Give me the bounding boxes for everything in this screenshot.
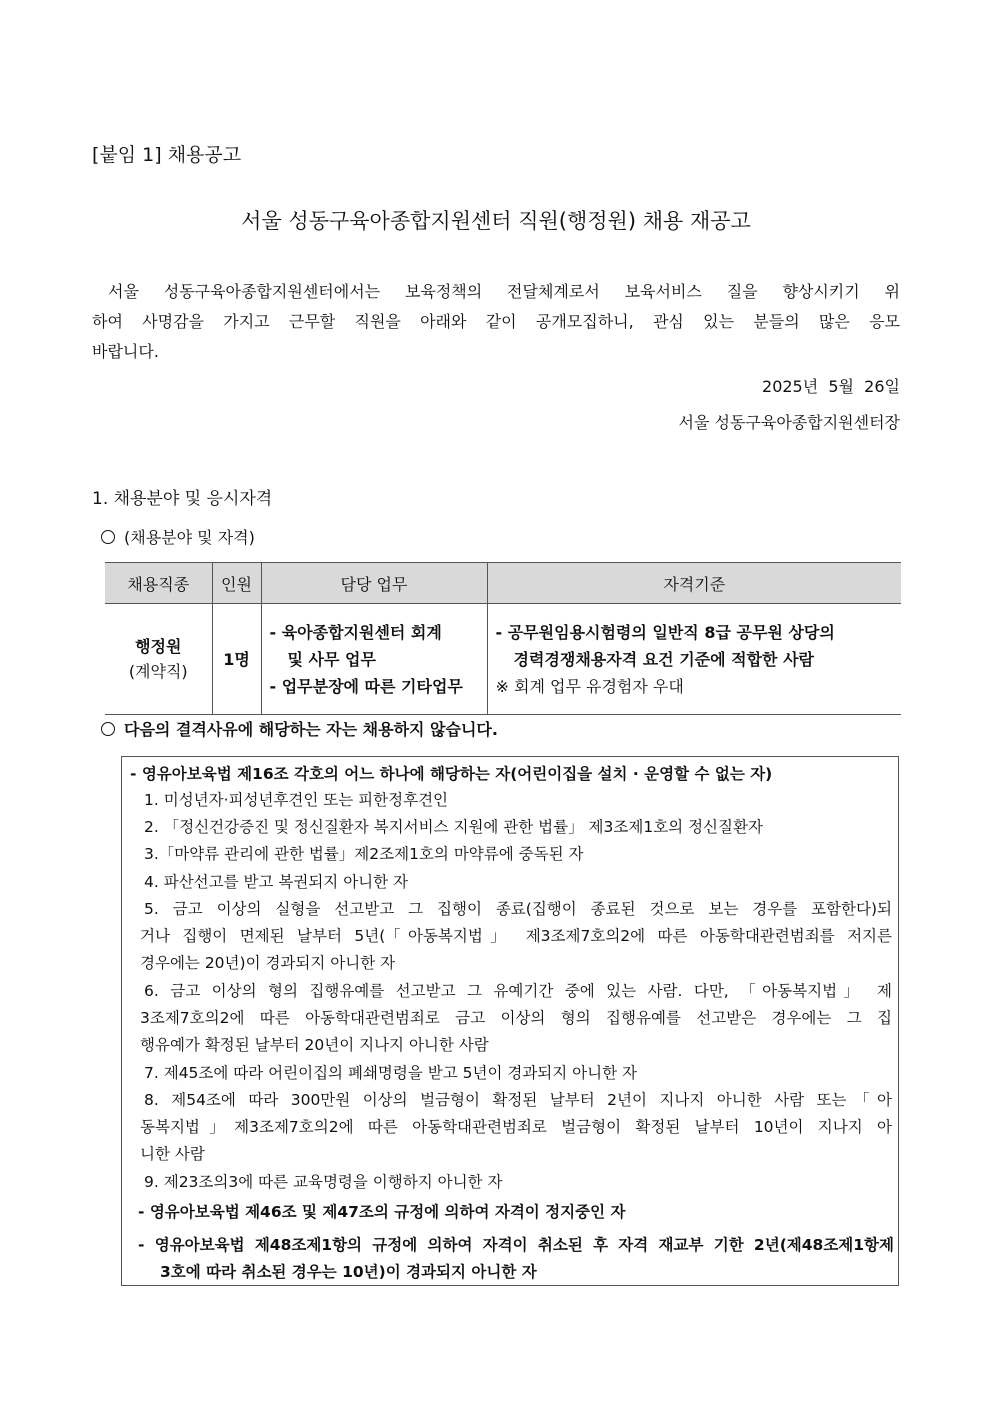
disq-line: - 영유아보육법 제46조 및 제47조의 규정에 의하여 자격이 정지중인 자 xyxy=(138,1203,626,1221)
duty-line: - 육아종합지원센터 회계 xyxy=(269,622,442,642)
duty-line: - 업무분장에 따른 기타업무 xyxy=(269,676,463,696)
intro-paragraph xyxy=(92,277,900,367)
disq-line: 4. 파산선고를 받고 복권되지 아니한 자 xyxy=(144,873,409,891)
job-title: 행정원 xyxy=(135,637,182,656)
duties-cell xyxy=(261,604,487,715)
disq-line: 동복지법」제3조제7호의2에 따른 아동학대관련범죄로 벌금형이 확정된 날부터 10년이 지나지 아 xyxy=(140,1118,892,1136)
disq-line: 8. 제54조에 따라 300만원 이상의 벌금형이 확정된 날부터 2년이 지나지 아니한 사람 또는「아 xyxy=(144,1091,892,1109)
disqualification-box xyxy=(121,756,899,1286)
qualification-line: - 공무원임용시험령의 일반직 8급 공무원 상당의 xyxy=(495,622,835,642)
circle-bullet-icon xyxy=(101,722,115,736)
sub-heading xyxy=(101,525,255,548)
disq-line: 행유예가 확정된 날부터 20년이 지나지 아니한 사람 xyxy=(140,1036,489,1054)
header-cell: 자격기준 xyxy=(487,563,901,604)
document-date: 2025년 5월 26일 xyxy=(762,377,900,396)
disq-line: - 영유아보육법 제16조 각호의 어느 하나에 해당하는 자(어린이집을 설치 · 운영할 수 없는 자) xyxy=(130,765,773,783)
duty-line: 및 사무 업무 xyxy=(287,649,376,669)
document-title: 서울 성동구육아종합지원센터 직원(행정원) 채용 재공고 xyxy=(241,209,751,233)
header-cell: 채용직종 xyxy=(105,563,212,604)
disq-line: - 영유아보육법 제48조제1항의 규정에 의하여 자격이 취소된 후 자격 재교부 기한 2년(제48조제1항제 xyxy=(138,1236,894,1254)
sub-heading-text: (채용분야 및 자격) xyxy=(124,528,255,547)
qualification-line: 경력경쟁채용자격 요건 기준에 적합한 사람 xyxy=(513,649,814,669)
disq-line: 3호에 따라 취소된 경우는 10년)이 경과되지 아니한 자 xyxy=(160,1263,537,1281)
disq-line: 3.「마약류 관리에 관한 법률」제2조제1호의 마약류에 중독된 자 xyxy=(144,845,584,863)
disq-line: 6. 금고 이상의 형의 집행유예를 선고받고 그 유예기간 중에 있는 사람. 다만, 「아동복지법」 제 xyxy=(144,982,892,1000)
disq-line: 9. 제23조의3에 따른 교육명령을 이행하지 아니한 자 xyxy=(144,1173,503,1191)
job-type: (계약직) xyxy=(128,662,188,681)
intro-line: 바랍니다. xyxy=(92,342,159,361)
header-cell: 인원 xyxy=(212,563,261,604)
disq-line: 거나 집행이 면제된 날부터 5년(「아동복지법」 제3조제7호의2에 따른 아동학대관련범죄를 저지른 xyxy=(140,927,892,945)
disq-line: 니한 사람 xyxy=(140,1145,205,1163)
job-cell xyxy=(105,604,212,715)
headcount-cell: 1명 xyxy=(212,604,261,715)
disq-line: 7. 제45조에 따라 어린이집의 폐쇄명령을 받고 5년이 경과되지 아니한 자 xyxy=(144,1064,637,1082)
attachment-label: [붙임 1] 채용공고 xyxy=(92,144,242,166)
section-heading: 1. 채용분야 및 응시자격 xyxy=(92,489,273,509)
intro-line: 서울 성동구육아종합지원센터에서는 보육정책의 전달체계로서 보육서비스 질을 향상시키기 위 xyxy=(108,282,900,301)
disq-line: 5. 금고 이상의 실형을 선고받고 그 집행이 종료(집행이 종료된 것으로 보는 경우를 포함한다)되 xyxy=(144,900,892,918)
qualification-note: ※ 회계 업무 유경험자 우대 xyxy=(495,676,684,696)
recruitment-table xyxy=(105,562,901,715)
table-row xyxy=(105,604,901,715)
disqualification-heading xyxy=(101,717,498,740)
qualification-cell xyxy=(487,604,901,715)
disq-line: 2. 「정신건강증진 및 정신질환자 복지서비스 지원에 관한 법률」 제3조제1호의 정신질환자 xyxy=(144,818,763,836)
disq-line: 1. 미성년자·피성년후견인 또는 피한정후견인 xyxy=(144,791,449,809)
circle-bullet-icon xyxy=(101,530,115,544)
disqualification-heading-text: 다음의 결격사유에 해당하는 자는 채용하지 않습니다. xyxy=(124,720,498,739)
header-cell: 담당 업무 xyxy=(261,563,487,604)
issuer-name: 서울 성동구육아종합지원센터장 xyxy=(678,413,900,432)
table-header-row xyxy=(105,563,901,604)
intro-line: 하여 사명감을 가지고 근무할 직원을 아래와 같이 공개모집하니, 관심 있는 분들의 많은 응모 xyxy=(92,312,900,331)
disq-line: 3조제7호의2에 따른 아동학대관련범죄로 금고 이상의 형의 집행유예를 선고받은 경우에는 그 집 xyxy=(140,1009,892,1027)
disq-line: 경우에는 20년)이 경과되지 아니한 자 xyxy=(140,954,396,972)
